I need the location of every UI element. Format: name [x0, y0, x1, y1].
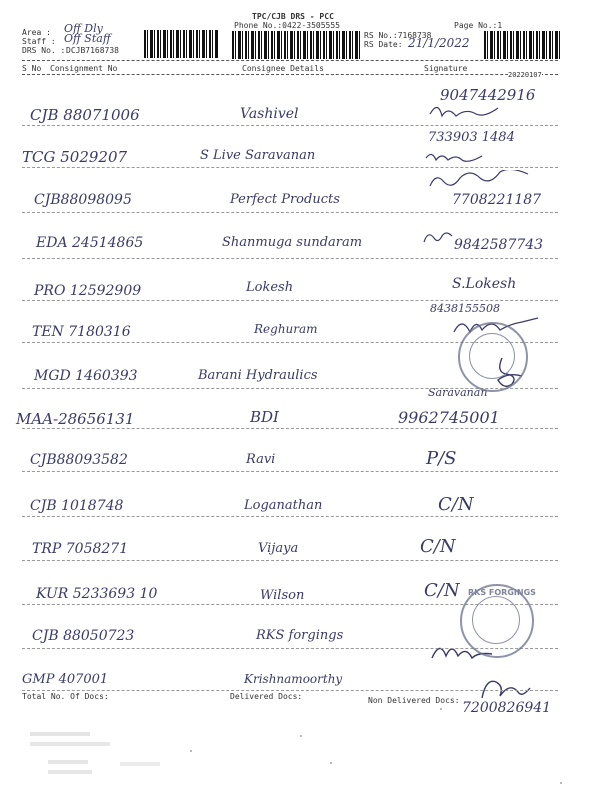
consignment-number: MAA-28656131	[16, 410, 135, 428]
row-divider	[22, 428, 558, 429]
header-rule	[22, 60, 558, 61]
signature-entry: 733903 1484	[428, 130, 515, 145]
row-divider	[22, 560, 558, 561]
signature-scribble	[426, 100, 506, 122]
row-divider	[22, 516, 558, 517]
phone-number: Phone No.:0422-3505555	[234, 21, 340, 30]
stamp-text: RKS FORGINGS	[468, 588, 536, 597]
signature-entry: Saravanan	[428, 386, 488, 399]
consignee-name: RKS forgings	[256, 628, 344, 643]
staff-label: Staff :	[22, 37, 56, 46]
col-consignment: Consignment No	[50, 64, 118, 73]
consignment-number: CJB88093582	[30, 452, 128, 468]
signature-scribble	[420, 226, 456, 248]
consignee-name: Perfect Products	[230, 192, 340, 207]
col-signature: Signature	[424, 64, 468, 73]
consignment-number: CJB88098095	[34, 192, 132, 208]
drs-no-label: DRS No. :	[22, 46, 66, 55]
delivered-docs-label: Delivered Docs:	[230, 692, 303, 701]
non-delivered-docs-label: Non Delivered Docs:	[368, 696, 460, 705]
consignee-name: Wilson	[260, 588, 305, 603]
consignment-number: TCG 5029207	[22, 148, 128, 166]
col-sno: S No	[22, 64, 42, 73]
page-number: Page No.:1	[454, 21, 503, 30]
row-divider	[22, 258, 558, 259]
signature-entry: 9842587743	[454, 237, 544, 253]
consignee-name: Krishnamoorthy	[244, 672, 343, 686]
consignee-name: Loganathan	[244, 498, 323, 513]
consignee-name: Ravi	[246, 452, 276, 467]
consignment-number: MGD 1460393	[34, 368, 138, 384]
row-divider	[22, 300, 558, 301]
signature-entry: 9962745001	[398, 408, 500, 427]
barcode-center	[232, 31, 360, 59]
signature-entry: P/S	[426, 448, 457, 469]
signature-entry: 9047442916	[440, 86, 536, 104]
consignment-number: EDA 24514865	[36, 235, 144, 251]
signature-scribble	[424, 170, 534, 194]
row-divider	[22, 167, 558, 168]
consignment-number: PRO 12592909	[34, 283, 142, 299]
consignment-number: CJB 88071006	[30, 106, 140, 124]
drs-no-value: DCJB7168738	[66, 46, 119, 55]
barcode-right	[484, 31, 560, 59]
date-stamp: 20220107	[508, 71, 542, 79]
consignee-name: S Live Saravanan	[200, 148, 316, 163]
signature-entry: 8438155508	[430, 302, 500, 315]
consignment-number: CJB 1018748	[30, 498, 124, 514]
consignee-name: BDI	[250, 408, 279, 426]
total-docs-label: Total No. Of Docs:	[22, 692, 109, 701]
signature-scribble	[422, 148, 492, 166]
page-title: TPC/CJB DRS - PCC	[252, 12, 334, 21]
consignee-name: Barani Hydraulics	[198, 368, 318, 383]
row-divider	[22, 690, 558, 691]
signature-entry: 7708221187	[452, 192, 542, 208]
company-stamp	[458, 322, 528, 392]
signature-entry: C/N	[424, 580, 460, 601]
consignee-name: Reghuram	[254, 322, 318, 336]
consignee-name: Shanmuga sundaram	[222, 235, 363, 250]
consignment-number: GMP 407001	[22, 672, 109, 687]
consignment-number: TEN 7180316	[32, 324, 131, 340]
signature-entry: S.Lokesh	[452, 276, 517, 292]
consignment-number: KUR 5233693 10	[36, 586, 158, 602]
consignee-name: Vashivel	[240, 106, 299, 122]
signature-entry: C/N	[438, 494, 474, 515]
rs-date-label: RS Date:	[364, 40, 403, 49]
consignee-name: Vijaya	[258, 541, 299, 556]
column-rule	[22, 74, 558, 75]
consignment-number: TRP 7058271	[32, 541, 129, 557]
consignment-number: CJB 88050723	[32, 628, 135, 644]
signature-entry: 7200826941	[462, 700, 552, 716]
barcode-left	[144, 30, 218, 58]
consignee-name: Lokesh	[246, 280, 294, 295]
row-divider	[22, 212, 558, 213]
area-label: Area :	[22, 28, 51, 37]
staff-value: Off Staff	[64, 32, 111, 45]
row-divider	[22, 125, 558, 126]
area-value: Off Dly	[64, 22, 103, 35]
rs-date-value: 21/1/2022	[408, 36, 470, 50]
row-divider	[22, 471, 558, 472]
rks-forgings-stamp	[460, 584, 534, 658]
col-consignee: Consignee Details	[242, 64, 324, 73]
rs-no: RS No.:7168738	[364, 31, 432, 40]
signature-entry: C/N	[420, 536, 456, 557]
